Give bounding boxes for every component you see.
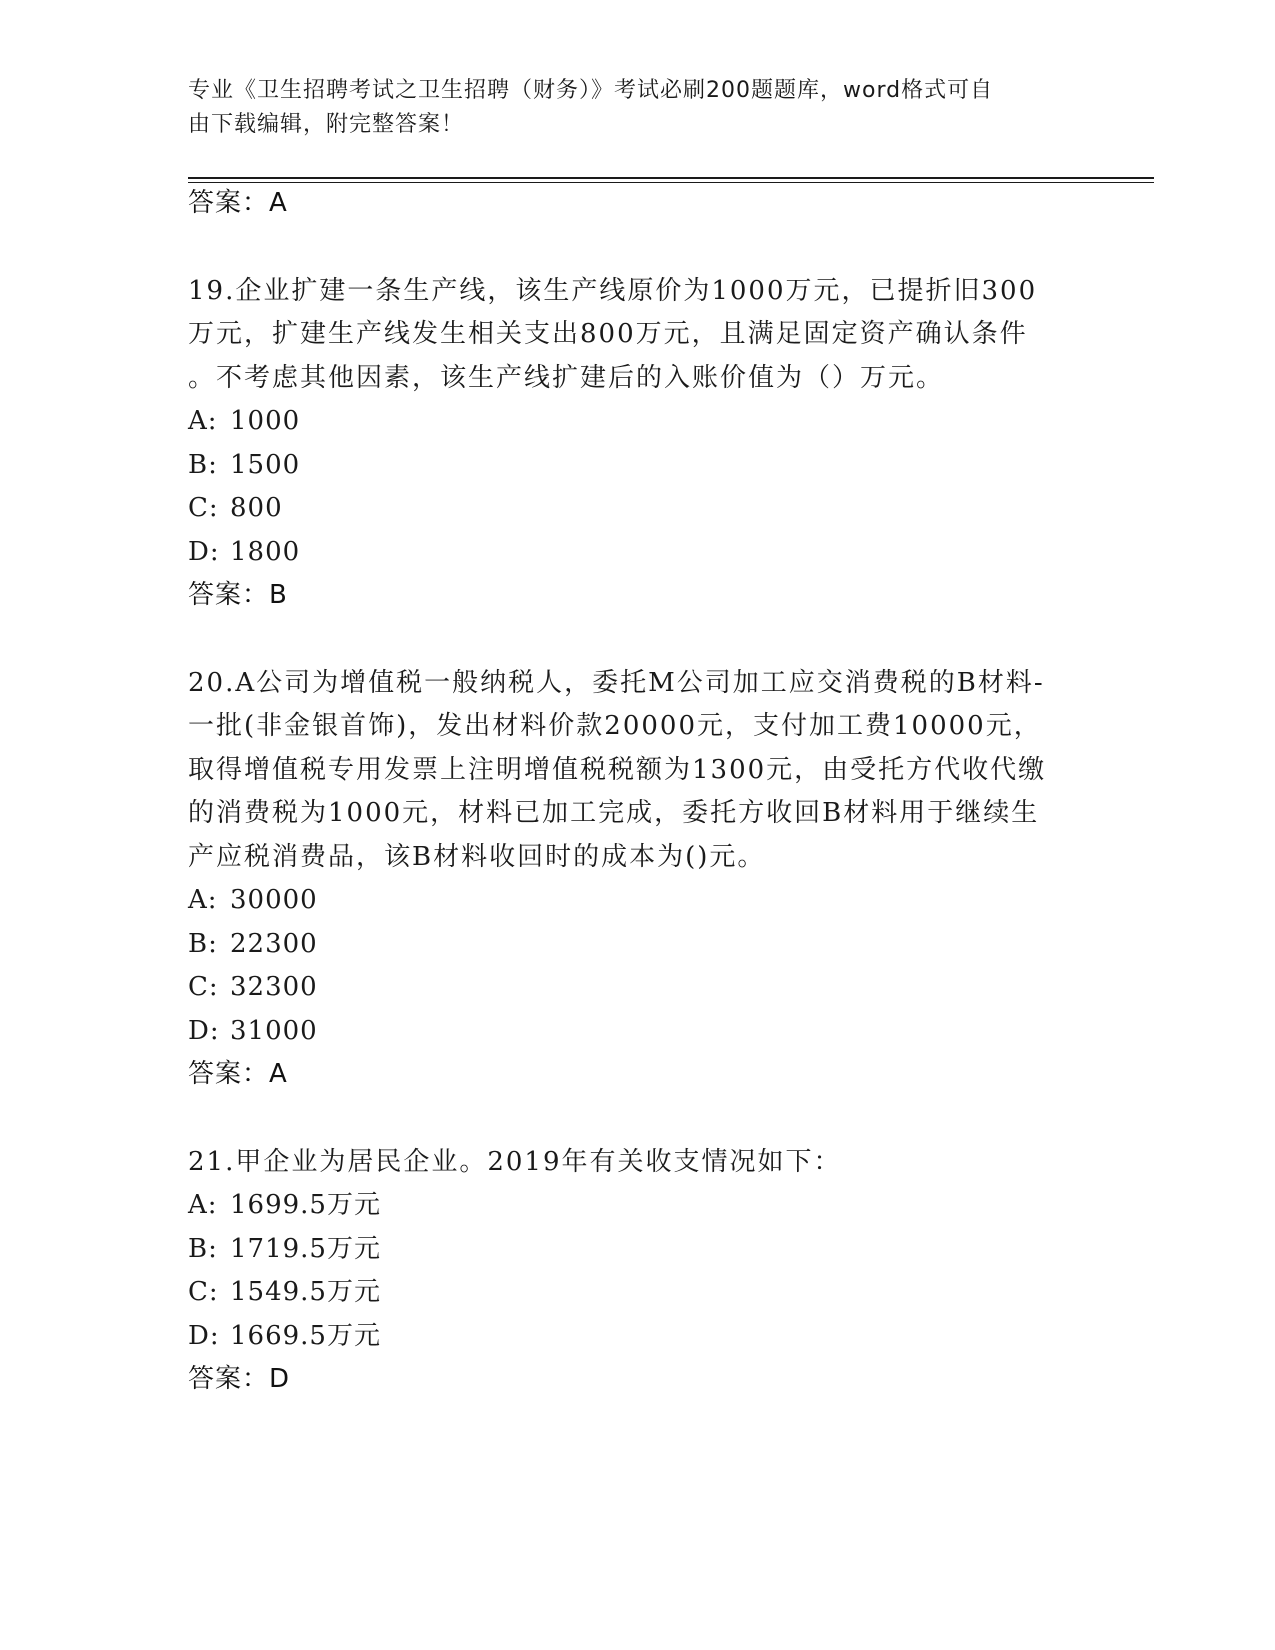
question-20-option-d <box>188 1014 318 1048</box>
question-20-line-1: 20.A公司为增值税一般纳税人，委托M公司加工应交消费税的B材料- <box>188 668 1045 698</box>
option-text: 1500 <box>230 450 301 480</box>
question-21-option-d <box>188 1319 381 1353</box>
option-text: 32300 <box>230 972 318 1002</box>
option-label: D: <box>188 1321 220 1351</box>
option-label: A: <box>188 1190 218 1220</box>
option-label: C: <box>188 1277 219 1307</box>
question-19-line-3: 。不考虑其他因素，该生产线扩建后的入账价值为（）万元。 <box>188 363 945 393</box>
header-line-1: 专业《卫生招聘考试之卫生招聘（财务）》考试必刷200题题库，word格式可自 <box>188 78 994 103</box>
option-text: 800 <box>230 493 283 523</box>
option-text: 1000 <box>230 406 301 436</box>
question-20-option-a <box>188 883 318 917</box>
document-header <box>188 74 1068 142</box>
option-text: 1800 <box>230 537 301 567</box>
question-21-option-c <box>188 1275 381 1309</box>
question-20-answer: 答案：A <box>188 1059 288 1089</box>
option-label: A: <box>188 406 218 436</box>
question-21-option-b <box>188 1232 381 1266</box>
option-label: D: <box>188 1016 220 1046</box>
option-label: D: <box>188 537 220 567</box>
option-label: B: <box>188 929 218 959</box>
question-20-line-3: 取得增值税专用发票上注明增值税税额为1300元，由受托方代收代缴 <box>188 755 1047 785</box>
question-19-line-1: 19.企业扩建一条生产线，该生产线原价为1000万元，已提折旧300 <box>188 276 1038 306</box>
question-19-line-2: 万元，扩建生产线发生相关支出800万元，且满足固定资产确认条件 <box>188 319 1028 349</box>
question-20-line-5: 产应税消费品，该B材料收回时的成本为()元。 <box>188 842 766 872</box>
question-19-answer: 答案：B <box>188 580 288 610</box>
option-text: 22300 <box>230 929 318 959</box>
question-19-option-c <box>188 491 283 525</box>
question-21-option-a <box>188 1188 381 1222</box>
question-21-line-1: 21.甲企业为居民企业。2019年有关收支情况如下： <box>188 1147 842 1177</box>
option-label: A: <box>188 885 218 915</box>
option-text: 1549.5万元 <box>230 1277 381 1307</box>
option-text: 1699.5万元 <box>230 1190 381 1220</box>
question-19-option-a <box>188 404 300 438</box>
option-text: 31000 <box>230 1016 318 1046</box>
option-label: B: <box>188 450 218 480</box>
question-19-option-b <box>188 448 300 482</box>
header-rule-thin <box>188 182 1154 183</box>
option-text: 30000 <box>230 885 318 915</box>
option-text: 1669.5万元 <box>230 1321 381 1351</box>
header-rule-thick <box>188 177 1154 179</box>
question-20-option-b <box>188 927 318 961</box>
previous-answer: 答案：A <box>188 188 288 218</box>
option-label: C: <box>188 972 219 1002</box>
option-label: C: <box>188 493 219 523</box>
question-21-answer: 答案：D <box>188 1364 291 1394</box>
question-20-option-c <box>188 970 318 1004</box>
question-19-option-d <box>188 535 300 569</box>
question-20-line-4: 的消费税为1000元，材料已加工完成，委托方收回B材料用于继续生 <box>188 798 1040 828</box>
header-line-2: 由下载编辑，附完整答案！ <box>188 112 465 137</box>
question-20-line-2: 一批(非金银首饰)，发出材料价款20000元，支付加工费10000元， <box>188 711 1042 741</box>
option-label: B: <box>188 1234 218 1264</box>
option-text: 1719.5万元 <box>230 1234 381 1264</box>
